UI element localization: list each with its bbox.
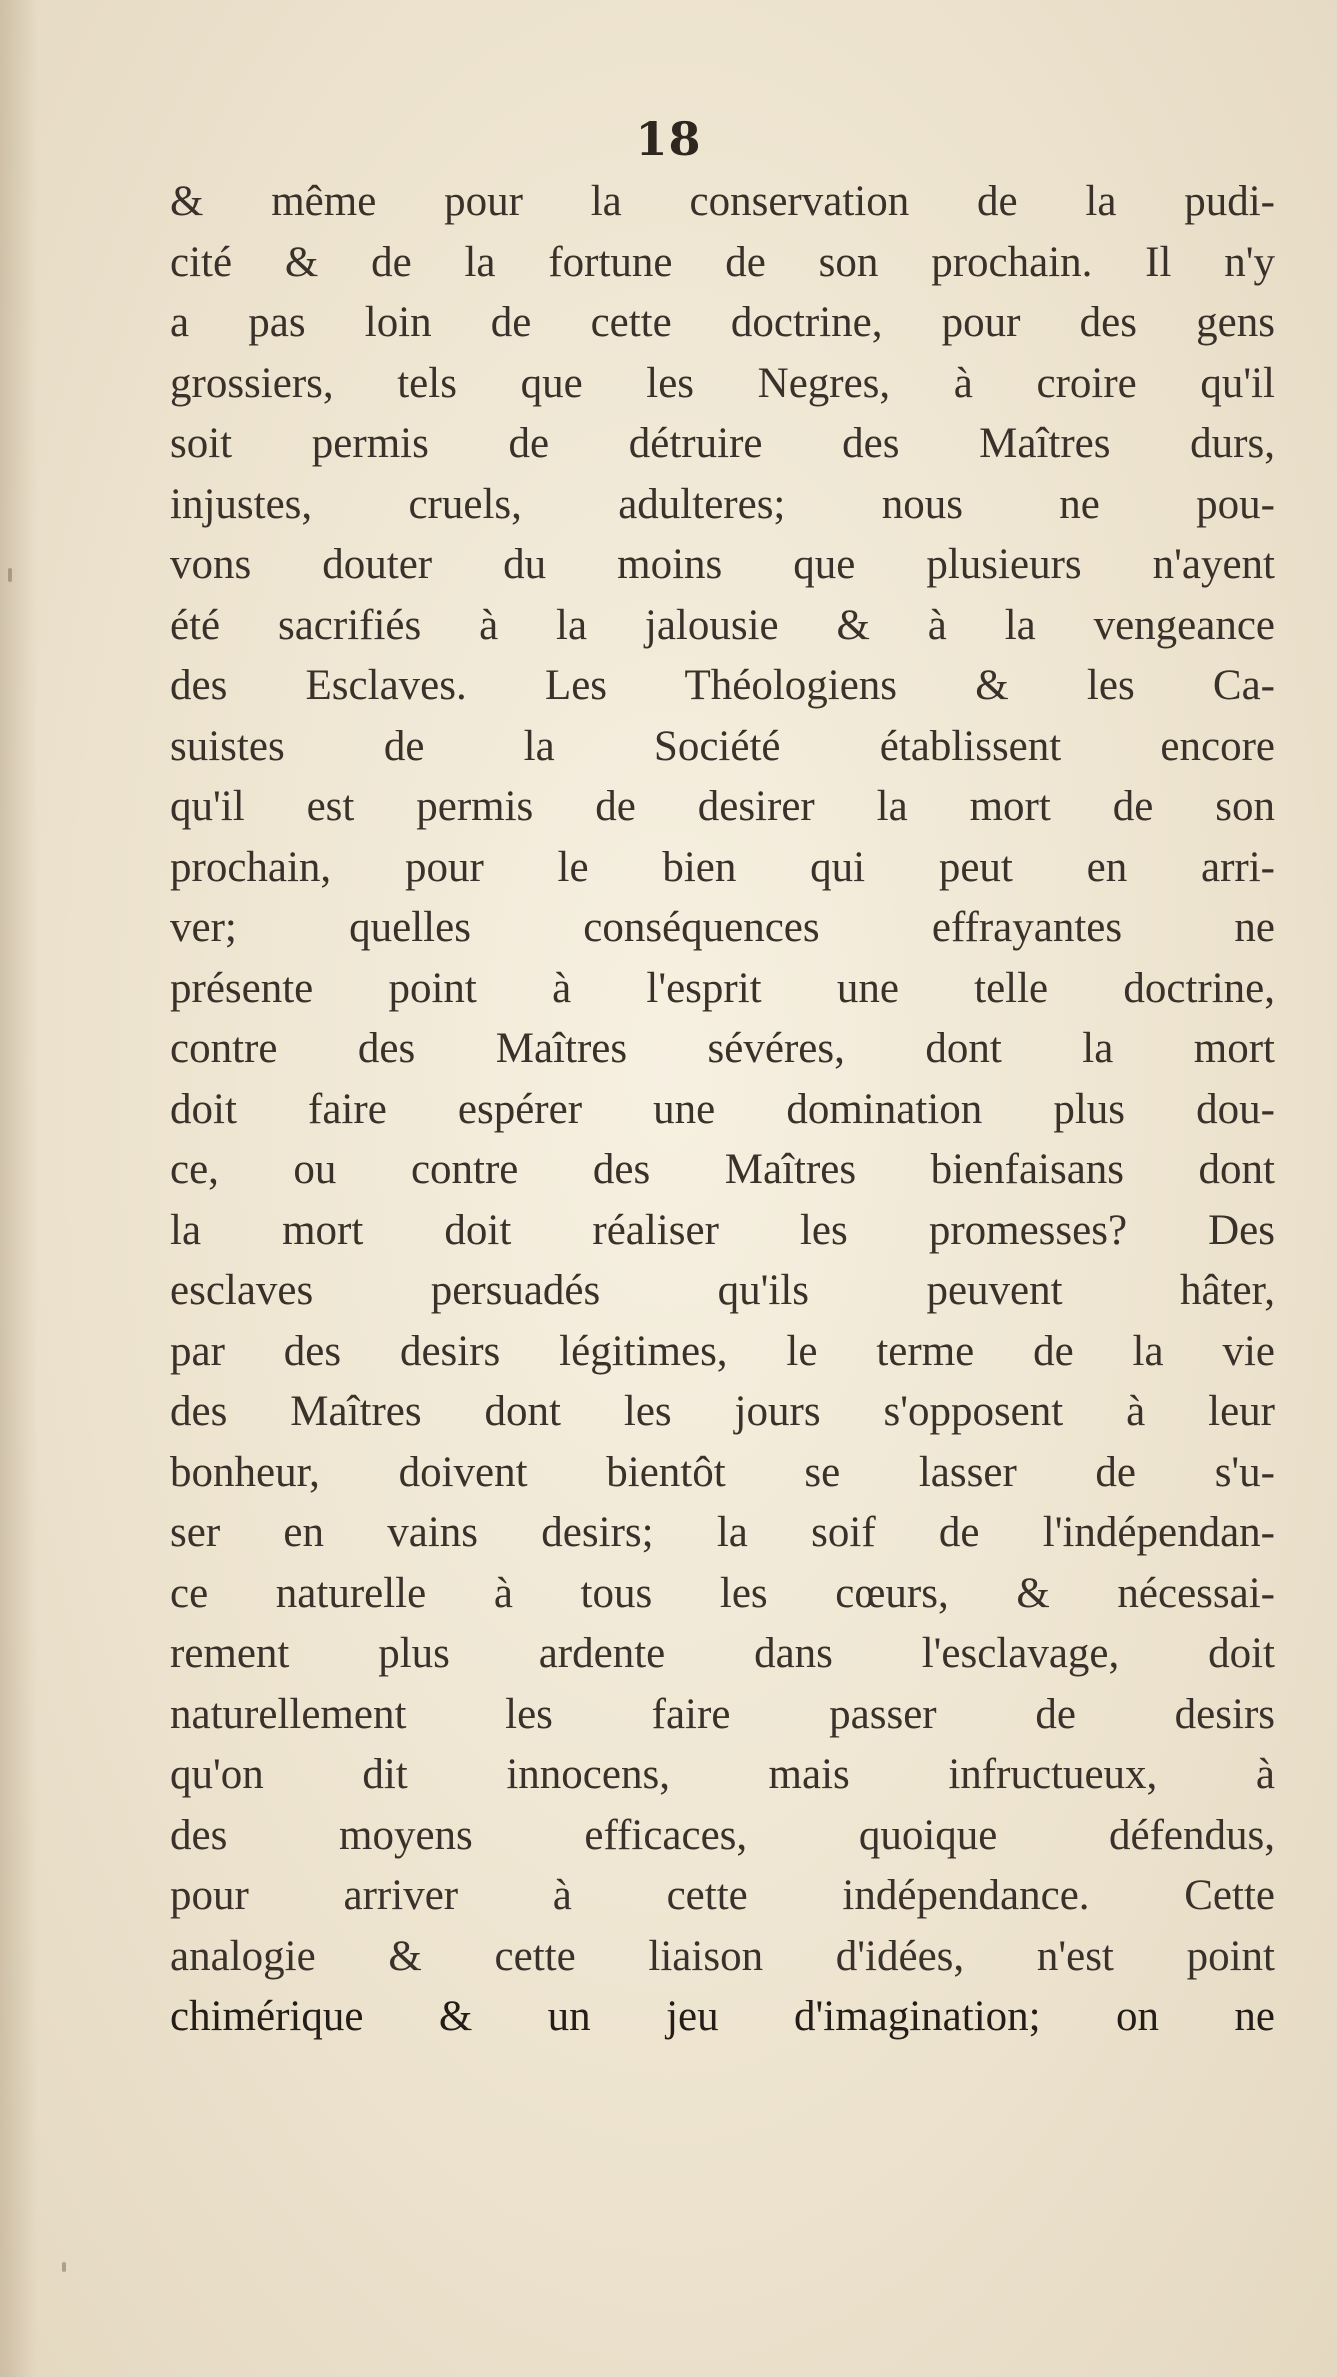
text-line: grossiers, tels que les Negres, à croire qu'il xyxy=(170,359,1275,407)
page-number: 18 xyxy=(635,112,702,166)
text-line: des moyens efficaces, quoique défendus, xyxy=(170,1811,1275,1859)
text-line: prochain, pour le bien qui peut en arri- xyxy=(170,843,1275,891)
text-line: présente point à l'esprit une telle doctrine, xyxy=(170,964,1275,1012)
text-line: des Esclaves. Les Théologiens & les Ca- xyxy=(170,662,1275,709)
text-line: cité & de la fortune de son prochain. Il n'y xyxy=(170,238,1275,286)
text-line: injustes, cruels, adulteres; nous ne pou- xyxy=(170,480,1275,528)
text-line: analogie & cette liaison d'idées, n'est point xyxy=(170,1932,1275,1980)
text-line: contre des Maîtres sévéres, dont la mort xyxy=(170,1025,1275,1072)
page-gutter-shadow xyxy=(0,0,38,2377)
text-line: naturellement les faire passer de desirs xyxy=(170,1690,1275,1738)
text-line: ce naturelle à tous les cœurs, & nécessai- xyxy=(170,1569,1275,1617)
text-line: ce, ou contre des Maîtres bienfaisans dont xyxy=(170,1146,1275,1193)
text-line: chimérique & un jeu d'imagination; on ne xyxy=(170,1993,1275,2040)
margin-ink-mark xyxy=(62,2262,66,2272)
text-line: & même pour la conservation de la pudi- xyxy=(170,178,1275,225)
text-line: doit faire espérer une domination plus dou- xyxy=(170,1085,1275,1133)
text-line: la mort doit réaliser les promesses? Des xyxy=(170,1206,1275,1254)
text-line: rement plus ardente dans l'esclavage, doit xyxy=(170,1630,1275,1677)
text-line: des Maîtres dont les jours s'opposent à leur xyxy=(170,1388,1275,1435)
text-line: qu'on dit innocens, mais infructueux, à xyxy=(170,1751,1275,1798)
text-line: bonheur, doivent bientôt se lasser de s'u- xyxy=(170,1448,1275,1496)
text-line: suistes de la Société établissent encore xyxy=(170,722,1275,770)
text-line: ser en vains desirs; la soif de l'indépendan- xyxy=(170,1509,1275,1556)
text-line: a pas loin de cette doctrine, pour des gens xyxy=(170,299,1275,346)
text-line: par des desirs légitimes, le terme de la vie xyxy=(170,1327,1275,1375)
margin-ink-mark xyxy=(8,568,12,582)
text-line: soit permis de détruire des Maîtres durs, xyxy=(170,420,1275,467)
text-line: qu'il est permis de desirer la mort de son xyxy=(170,783,1275,830)
text-line: vons douter du moins que plusieurs n'ayent xyxy=(170,541,1275,588)
text-line: esclaves persuadés qu'ils peuvent hâter, xyxy=(170,1267,1275,1314)
text-line: pour arriver à cette indépendance. Cette xyxy=(170,1872,1275,1919)
body-text xyxy=(170,172,1275,2048)
text-line: été sacrifiés à la jalousie & à la vengeance xyxy=(170,601,1275,649)
text-line: ver; quelles conséquences effrayantes ne xyxy=(170,904,1275,951)
